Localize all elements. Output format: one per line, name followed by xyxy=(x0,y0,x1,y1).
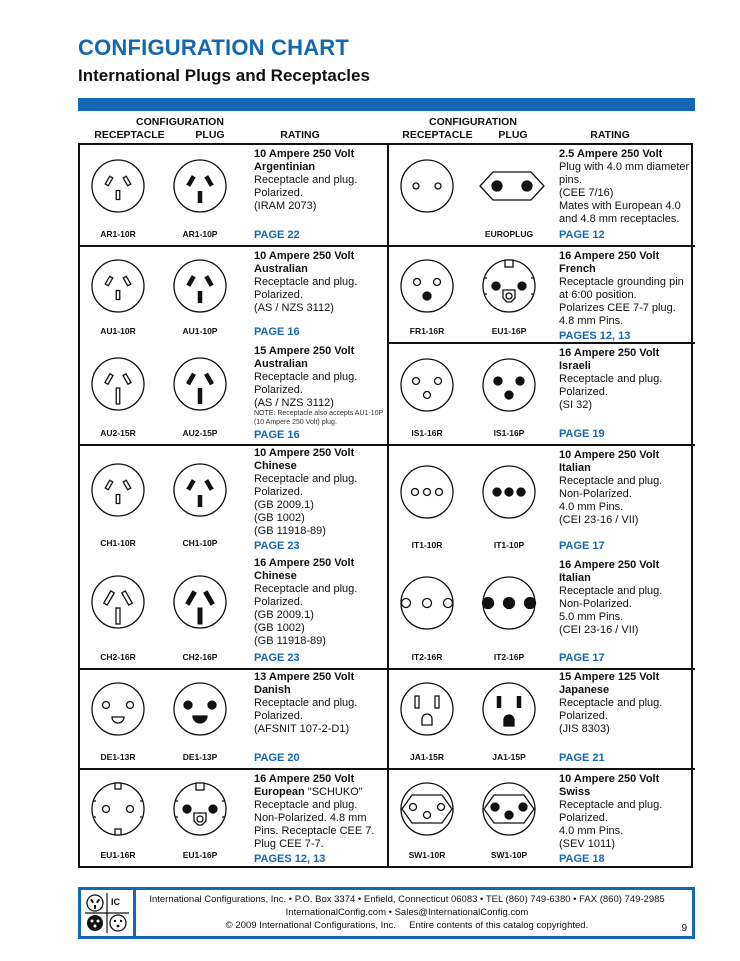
right-row-2 xyxy=(389,344,694,444)
rating-line: (CEI 23-16 / VII) xyxy=(559,514,639,526)
rating-text xyxy=(559,250,693,343)
col-group-label-right: CONFIGURATION xyxy=(429,116,517,128)
rating-line: Receptacle and plug. xyxy=(559,799,663,811)
rating-text xyxy=(559,559,693,665)
left-row-3 xyxy=(80,444,385,554)
amperage-voltage: 16 Ampere 250 Volt xyxy=(254,773,355,785)
country-line xyxy=(254,786,388,799)
receptacle-code: AU1-10R xyxy=(100,326,136,336)
country: Australian xyxy=(254,358,308,370)
rating-line: (SI 32) xyxy=(559,399,593,411)
country-line xyxy=(254,570,388,583)
rating-line: Polarized. xyxy=(254,486,303,498)
amperage-voltage: 16 Ampere 250 Volt xyxy=(559,559,660,571)
rating-text xyxy=(254,345,388,442)
amperage-voltage: 2.5 Ampere 250 Volt xyxy=(559,148,663,160)
page-reference-link[interactable]: PAGE 22 xyxy=(254,229,300,241)
col-receptacle-left: RECEPTACLE xyxy=(94,129,165,141)
col-group-label-left: CONFIGURATION xyxy=(136,116,224,128)
page-reference-link[interactable]: PAGE 23 xyxy=(254,652,300,664)
danish-receptacle-icon xyxy=(90,681,146,742)
country-line xyxy=(254,263,388,276)
page-subtitle: International Plugs and Receptacles xyxy=(78,66,370,85)
left-row-1 xyxy=(80,247,385,342)
country-line xyxy=(254,358,388,371)
right-row-4 xyxy=(389,556,694,668)
page-reference-link[interactable]: PAGE 16 xyxy=(254,429,300,441)
plug-code: IT1-10P xyxy=(493,540,525,550)
chinese-16a-plug-icon xyxy=(172,574,228,635)
rating-text xyxy=(559,347,693,441)
country-line xyxy=(559,263,693,276)
right-row-5 xyxy=(389,668,694,768)
chinese-16a-receptacle-icon xyxy=(90,574,146,635)
rating-line: pins. xyxy=(559,174,583,186)
plug-code: EU1-16P xyxy=(491,326,527,336)
country: Danish xyxy=(254,684,291,696)
rating-text xyxy=(254,148,388,242)
left-row-6 xyxy=(80,770,385,866)
europlug-icon xyxy=(477,166,547,211)
australian-receptacle-icon xyxy=(90,158,146,219)
right-row-3 xyxy=(389,446,694,556)
rating-line: at 6:00 position. xyxy=(559,289,637,301)
footer-web-email[interactable]: InternationalConfig.com • Sales@InternationalConfig.com xyxy=(285,907,529,918)
rating-text xyxy=(559,773,693,866)
plug-code: IS1-16P xyxy=(493,428,525,438)
rating-line: 4.8 mm Pins. xyxy=(559,315,624,327)
rating-text xyxy=(254,773,388,866)
plug-code: JA1-15P xyxy=(492,752,526,762)
rating-line: (AS / NZS 3112) xyxy=(254,302,334,314)
col-receptacle-right: RECEPTACLE xyxy=(402,129,473,141)
plug-code: IT2-16P xyxy=(493,652,525,662)
rating-line: 4.0 mm Pins. xyxy=(559,825,624,837)
page-reference-link[interactable]: PAGE 19 xyxy=(559,428,605,440)
rating-line: Non-Polarized. xyxy=(559,488,632,500)
rating-line: (GB 2009.1) xyxy=(254,499,314,511)
receptacle-code: IT2-16R xyxy=(411,652,443,662)
amperage-voltage: 10 Ampere 250 Volt xyxy=(559,449,660,461)
page-number: 9 xyxy=(681,923,687,934)
receptacle-code: IT1-10R xyxy=(411,540,443,550)
rating-line: (GB 11918-89) xyxy=(254,525,326,537)
rating-line: Polarized. xyxy=(254,596,303,608)
footer xyxy=(78,887,695,939)
rating-line: Non-Polarized. xyxy=(559,598,632,610)
rating-line: (AFSNIT 107-2-D1) xyxy=(254,723,350,735)
rating-line: (IRAM 2073) xyxy=(254,200,317,212)
country: European xyxy=(254,786,305,798)
amperage-voltage: 10 Ampere 250 Volt xyxy=(559,773,660,785)
amperage-voltage: 15 Ampere 250 Volt xyxy=(254,345,355,357)
italian-16a-receptacle-icon xyxy=(399,575,455,636)
rating-line: Receptacle and plug. xyxy=(254,697,358,709)
amperage-voltage: 16 Ampere 250 Volt xyxy=(559,347,660,359)
page-reference-link[interactable]: PAGES 12, 13 xyxy=(559,330,631,342)
page-reference-link[interactable]: PAGE 17 xyxy=(559,540,605,552)
rating-line: Plug with 4.0 mm diameter xyxy=(559,161,690,173)
footer-contact xyxy=(137,893,677,932)
swiss-plug-icon xyxy=(481,781,537,842)
page-reference-link[interactable]: PAGES 12, 13 xyxy=(254,853,326,865)
rating-line: (SEV 1011) xyxy=(559,838,616,850)
plug-code: AU1-10P xyxy=(182,326,218,336)
right-row-0 xyxy=(389,145,694,245)
australian-15a-receptacle-icon xyxy=(90,356,146,417)
country: Argentinian xyxy=(254,161,316,173)
australian-plug-icon xyxy=(172,462,228,523)
rating-line: Receptacle grounding pin xyxy=(559,276,684,288)
rating-line: Receptacle and plug. xyxy=(254,174,358,186)
page-reference-link[interactable]: PAGE 18 xyxy=(559,853,605,865)
receptacle-code: AU2-15R xyxy=(100,428,136,438)
rating-line: 4.0 mm Pins. xyxy=(559,501,624,513)
right-row-1 xyxy=(389,247,694,342)
country-line xyxy=(559,786,693,799)
australian-plug-icon xyxy=(172,158,228,219)
rating-line: Polarized. xyxy=(559,812,608,824)
receptacle-code: CH1-10R xyxy=(100,538,136,548)
rating-line: (CEE 7/16) xyxy=(559,187,614,199)
rating-text xyxy=(254,671,388,765)
rating-line: (CEI 23-16 / VII) xyxy=(559,624,639,636)
country-suffix: "SCHUKO" xyxy=(304,786,363,798)
receptacle-code: DE1-13R xyxy=(100,752,136,762)
rating-line: Receptacle and plug. xyxy=(254,371,358,383)
rating-line: Polarized. xyxy=(559,386,608,398)
country: French xyxy=(559,263,596,275)
country: Chinese xyxy=(254,570,297,582)
rating-line: (GB 11918-89) xyxy=(254,635,326,647)
australian-receptacle-icon xyxy=(90,258,146,319)
europlug-receptacle-icon xyxy=(399,158,455,219)
rating-line: Polarized. xyxy=(559,710,608,722)
rating-line: Non-Polarized. 4.8 mm xyxy=(254,812,367,824)
rating-line: Pins. Receptacle CEE 7. xyxy=(254,825,375,837)
rating-line: Receptacle and plug. xyxy=(254,799,358,811)
receptacle-code: CH2-16R xyxy=(100,652,136,662)
footer-copyright: © 2009 International Configurations, Inc. Entire contents of this catalog copyrighted. xyxy=(225,920,589,931)
amperage-voltage: 13 Ampere 250 Volt xyxy=(254,671,355,683)
receptacle-code: SW1-10R xyxy=(408,850,446,860)
receptacle-code: AR1-10R xyxy=(100,229,136,239)
plug-code: AR1-10P xyxy=(182,229,218,239)
plug-code: CH2-16P xyxy=(182,652,218,662)
plug-code: EU1-16P xyxy=(182,850,218,860)
australian-15a-plug-icon xyxy=(172,356,228,417)
country-line xyxy=(559,360,693,373)
israeli-plug-icon xyxy=(481,357,537,418)
left-row-5 xyxy=(80,668,385,768)
left-row-4 xyxy=(80,554,385,668)
rating-text xyxy=(559,148,693,242)
plug-code: AU2-15P xyxy=(182,428,218,438)
rating-line: Receptacle and plug. xyxy=(559,697,663,709)
col-rating-left: RATING xyxy=(280,129,320,141)
country-line xyxy=(254,460,388,473)
rating-line: Plug CEE 7-7. xyxy=(254,838,324,850)
page-reference-link[interactable]: PAGE 21 xyxy=(559,752,605,764)
rating-line: (GB 2009.1) xyxy=(254,609,314,621)
french-receptacle-icon xyxy=(399,258,455,319)
australian-receptacle-icon xyxy=(90,462,146,523)
australian-plug-icon xyxy=(172,258,228,319)
schuko-plug-icon xyxy=(481,258,537,319)
page-reference-link[interactable]: PAGE 12 xyxy=(559,229,605,241)
japanese-receptacle-icon xyxy=(399,681,455,742)
page-reference-link[interactable]: PAGE 23 xyxy=(254,540,300,552)
country: Chinese xyxy=(254,460,297,472)
danish-plug-icon xyxy=(172,681,228,742)
country-line xyxy=(559,572,693,585)
rating-line: Receptacle and plug. xyxy=(559,585,663,597)
rating-line: Receptacle and plug. xyxy=(559,373,663,385)
left-row-0 xyxy=(80,145,385,245)
amperage-voltage: 10 Ampere 250 Volt xyxy=(254,447,355,459)
italian-16a-plug-icon xyxy=(481,575,537,636)
rating-text xyxy=(254,250,388,339)
rating-line: (JIS 8303) xyxy=(559,723,610,735)
swiss-receptacle-icon xyxy=(399,781,455,842)
country: Australian xyxy=(254,263,308,275)
country: Japanese xyxy=(559,684,610,696)
plug-code: DE1-13P xyxy=(182,752,218,762)
rating-text xyxy=(254,557,388,665)
rating-line: (AS / NZS 3112) xyxy=(254,397,334,409)
rating-line: (GB 1002) xyxy=(254,622,305,634)
amperage-voltage: 16 Ampere 250 Volt xyxy=(559,250,660,262)
country: Italian xyxy=(559,462,591,474)
country-line xyxy=(559,462,693,475)
country-line xyxy=(254,161,388,174)
plug-code: SW1-10P xyxy=(490,850,528,860)
plug-code: CH1-10P xyxy=(182,538,218,548)
rating-line: Polarized. xyxy=(254,187,303,199)
left-row-2 xyxy=(80,342,385,444)
col-plug-left: PLUG xyxy=(195,129,225,141)
country: Swiss xyxy=(559,786,591,798)
rating-line: Polarized. xyxy=(254,384,303,396)
japanese-plug-icon xyxy=(481,681,537,742)
rating-line: Polarized. xyxy=(254,289,303,301)
footer-address: International Configurations, Inc. • P.O. Box 3374 • Enfield, Connecticut 06083 • TEL (860) 749-6380 • FAX (860) 749-2985 xyxy=(149,894,665,905)
rating-line: Polarized. xyxy=(254,710,303,722)
rating-line: Receptacle and plug. xyxy=(254,473,358,485)
rating-line: Polarizes CEE 7-7 plug. xyxy=(559,302,676,314)
amperage-voltage: 10 Ampere 250 Volt xyxy=(254,148,355,160)
country: Israeli xyxy=(559,360,591,372)
amperage-voltage: 15 Ampere 125 Volt xyxy=(559,671,660,683)
rating-line: Mates with European 4.0 xyxy=(559,200,681,212)
rating-text xyxy=(559,449,693,553)
receptacle-code: JA1-15R xyxy=(409,752,445,762)
right-row-6 xyxy=(389,770,694,866)
country: Italian xyxy=(559,572,591,584)
amperage-voltage: 10 Ampere 250 Volt xyxy=(254,250,355,262)
rating-line: and 4.8 mm receptacles. xyxy=(559,213,680,225)
configuration-table xyxy=(78,143,693,868)
rating-line: 5.0 mm Pins. xyxy=(559,611,624,623)
rating-note: NOTE: Receptacle also accepts AU1-10P (10 Ampere 250 Volt) plug. xyxy=(254,410,384,426)
israeli-receptacle-icon xyxy=(399,357,455,418)
country-line xyxy=(254,684,388,697)
italian-10a-plug-icon xyxy=(481,464,537,525)
page-reference-link[interactable]: PAGE 20 xyxy=(254,752,300,764)
rating-text xyxy=(559,671,693,765)
receptacle-code: FR1-16R xyxy=(409,326,445,336)
page-reference-link[interactable]: PAGE 17 xyxy=(559,652,605,664)
schuko-plug-icon xyxy=(172,781,228,842)
rating-line: (GB 1002) xyxy=(254,512,305,524)
col-rating-right: RATING xyxy=(590,129,630,141)
schuko-receptacle-icon xyxy=(90,781,146,842)
receptacle-code: IS1-16R xyxy=(411,428,443,438)
italian-10a-receptacle-icon xyxy=(399,464,455,525)
logo-letters: IC xyxy=(111,897,120,907)
receptacle-code: EU1-16R xyxy=(100,850,136,860)
col-plug-right: PLUG xyxy=(498,129,528,141)
company-logo xyxy=(81,890,136,936)
rating-line: Receptacle and plug. xyxy=(254,583,358,595)
country-line xyxy=(559,684,693,697)
header-bar xyxy=(78,98,695,111)
rating-text xyxy=(254,447,388,553)
rating-line: Receptacle and plug. xyxy=(254,276,358,288)
page-title: CONFIGURATION CHART xyxy=(78,35,350,60)
page-reference-link[interactable]: PAGE 16 xyxy=(254,326,300,338)
amperage-voltage: 16 Ampere 250 Volt xyxy=(254,557,355,569)
plug-code: EUROPLUG xyxy=(484,229,534,239)
rating-line: Receptacle and plug. xyxy=(559,475,663,487)
